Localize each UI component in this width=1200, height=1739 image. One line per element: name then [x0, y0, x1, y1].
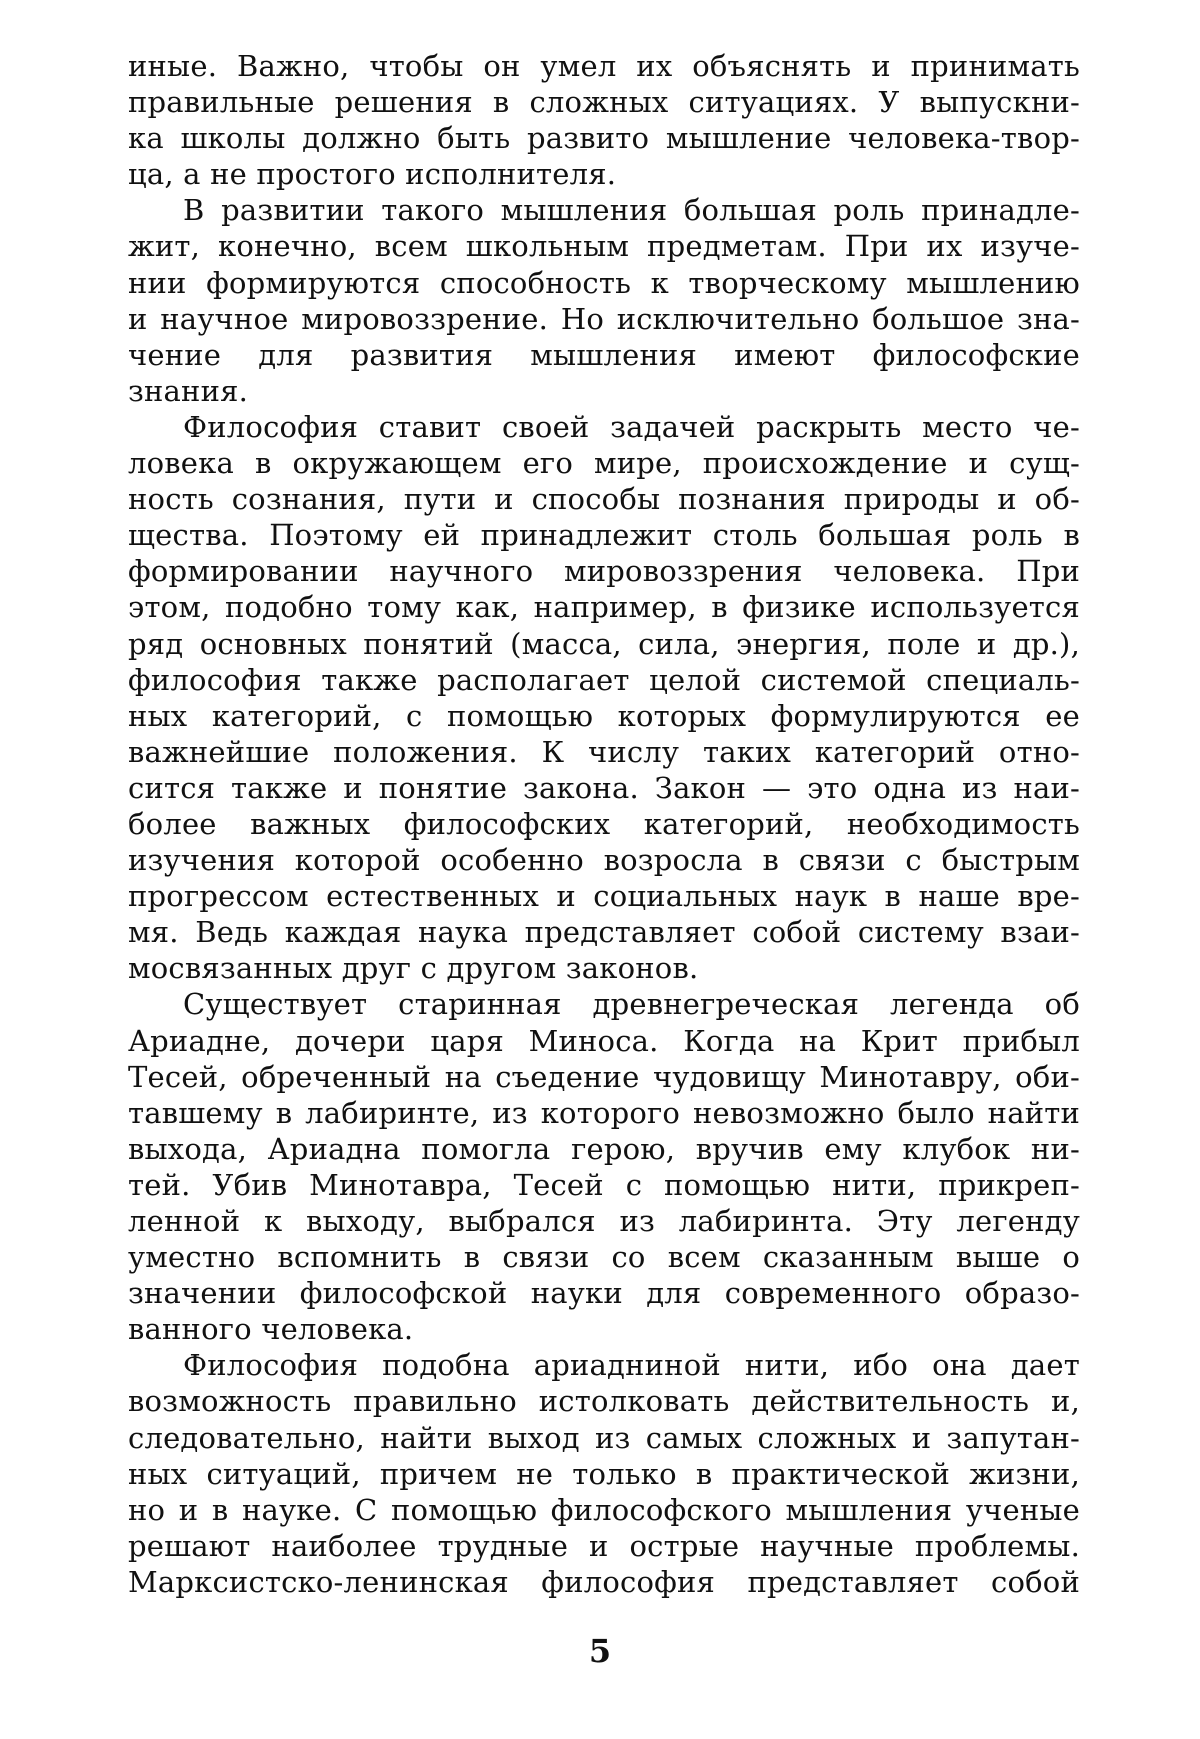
- text-line: щества. Поэтому ей принадлежит столь большая роль в: [128, 517, 1080, 553]
- text-line: сится также и понятие закона. Закон — это одна из наи-: [128, 770, 1080, 806]
- text-line: следовательно, найти выход из самых сложных и запутан-: [128, 1420, 1080, 1456]
- text-line: решают наиболее трудные и острые научные проблемы.: [128, 1528, 1080, 1564]
- text-line: формировании научного мировоззрения человека. При: [128, 553, 1080, 589]
- text-line: мя. Ведь каждая наука представляет собой систему взаи-: [128, 914, 1080, 950]
- text-line: ных ситуаций, причем не только в практической жизни,: [128, 1456, 1080, 1492]
- text-line: изучения которой особенно возросла в связи с быстрым: [128, 842, 1080, 878]
- text-line: Философия подобна ариадниной нити, ибо она дает: [128, 1347, 1080, 1383]
- text-line: возможность правильно истолковать действительность и,: [128, 1383, 1080, 1419]
- text-line: В развитии такого мышления большая роль принадле-: [128, 192, 1080, 228]
- text-line: и научное мировоззрение. Но исключительно большое зна-: [128, 301, 1080, 337]
- text-line: ловека в окружающем его мире, происхождение и сущ-: [128, 445, 1080, 481]
- text-line: Существует старинная древнегреческая легенда об: [128, 986, 1080, 1022]
- text-line: ванного человека.: [128, 1311, 1080, 1347]
- text-line: ца, а не простого исполнителя.: [128, 156, 1080, 192]
- text-line: прогрессом естественных и социальных наук в наше вре-: [128, 878, 1080, 914]
- text-line: Марксистско-ленинская философия представляет собой: [128, 1564, 1080, 1600]
- text-line: правильные решения в сложных ситуациях. У выпускни-: [128, 84, 1080, 120]
- text-line: значении философской науки для современного образо-: [128, 1275, 1080, 1311]
- text-line: тей. Убив Минотавра, Тесей с помощью нити, прикреп-: [128, 1167, 1080, 1203]
- text-line: мосвязанных друг с другом законов.: [128, 950, 1080, 986]
- text-line: Ариадне, дочери царя Миноса. Когда на Крит прибыл: [128, 1023, 1080, 1059]
- text-line: иные. Важно, чтобы он умел их объяснять и принимать: [128, 48, 1080, 84]
- text-line: ряд основных понятий (масса, сила, энергия, поле и др.),: [128, 626, 1080, 662]
- text-line: Философия ставит своей задачей раскрыть место че-: [128, 409, 1080, 445]
- text-line: важнейшие положения. К числу таких категорий отно-: [128, 734, 1080, 770]
- text-line: философия также располагает целой системой специаль-: [128, 662, 1080, 698]
- text-line: Тесей, обреченный на съедение чудовищу Минотавру, оби-: [128, 1059, 1080, 1095]
- text-line: уместно вспомнить в связи со всем сказанным выше о: [128, 1239, 1080, 1275]
- text-line: ка школы должно быть развито мышление человека-твор-: [128, 120, 1080, 156]
- text-line: этом, подобно тому как, например, в физике используется: [128, 589, 1080, 625]
- text-line: чение для развития мышления имеют философские: [128, 337, 1080, 373]
- text-line: но и в науке. С помощью философского мышления ученые: [128, 1492, 1080, 1528]
- page-text: [128, 48, 1080, 1600]
- text-line: ность сознания, пути и способы познания природы и об-: [128, 481, 1080, 517]
- page-number: 5: [0, 1632, 1200, 1670]
- text-line: ных категорий, с помощью которых формулируются ее: [128, 698, 1080, 734]
- text-line: ленной к выходу, выбрался из лабиринта. Эту легенду: [128, 1203, 1080, 1239]
- text-line: более важных философских категорий, необходимость: [128, 806, 1080, 842]
- text-line: жит, конечно, всем школьным предметам. При их изуче-: [128, 228, 1080, 264]
- text-line: тавшему в лабиринте, из которого невозможно было найти: [128, 1095, 1080, 1131]
- text-line: выхода, Ариадна помогла герою, вручив ему клубок ни-: [128, 1131, 1080, 1167]
- text-line: знания.: [128, 373, 1080, 409]
- text-line: нии формируются способность к творческому мышлению: [128, 265, 1080, 301]
